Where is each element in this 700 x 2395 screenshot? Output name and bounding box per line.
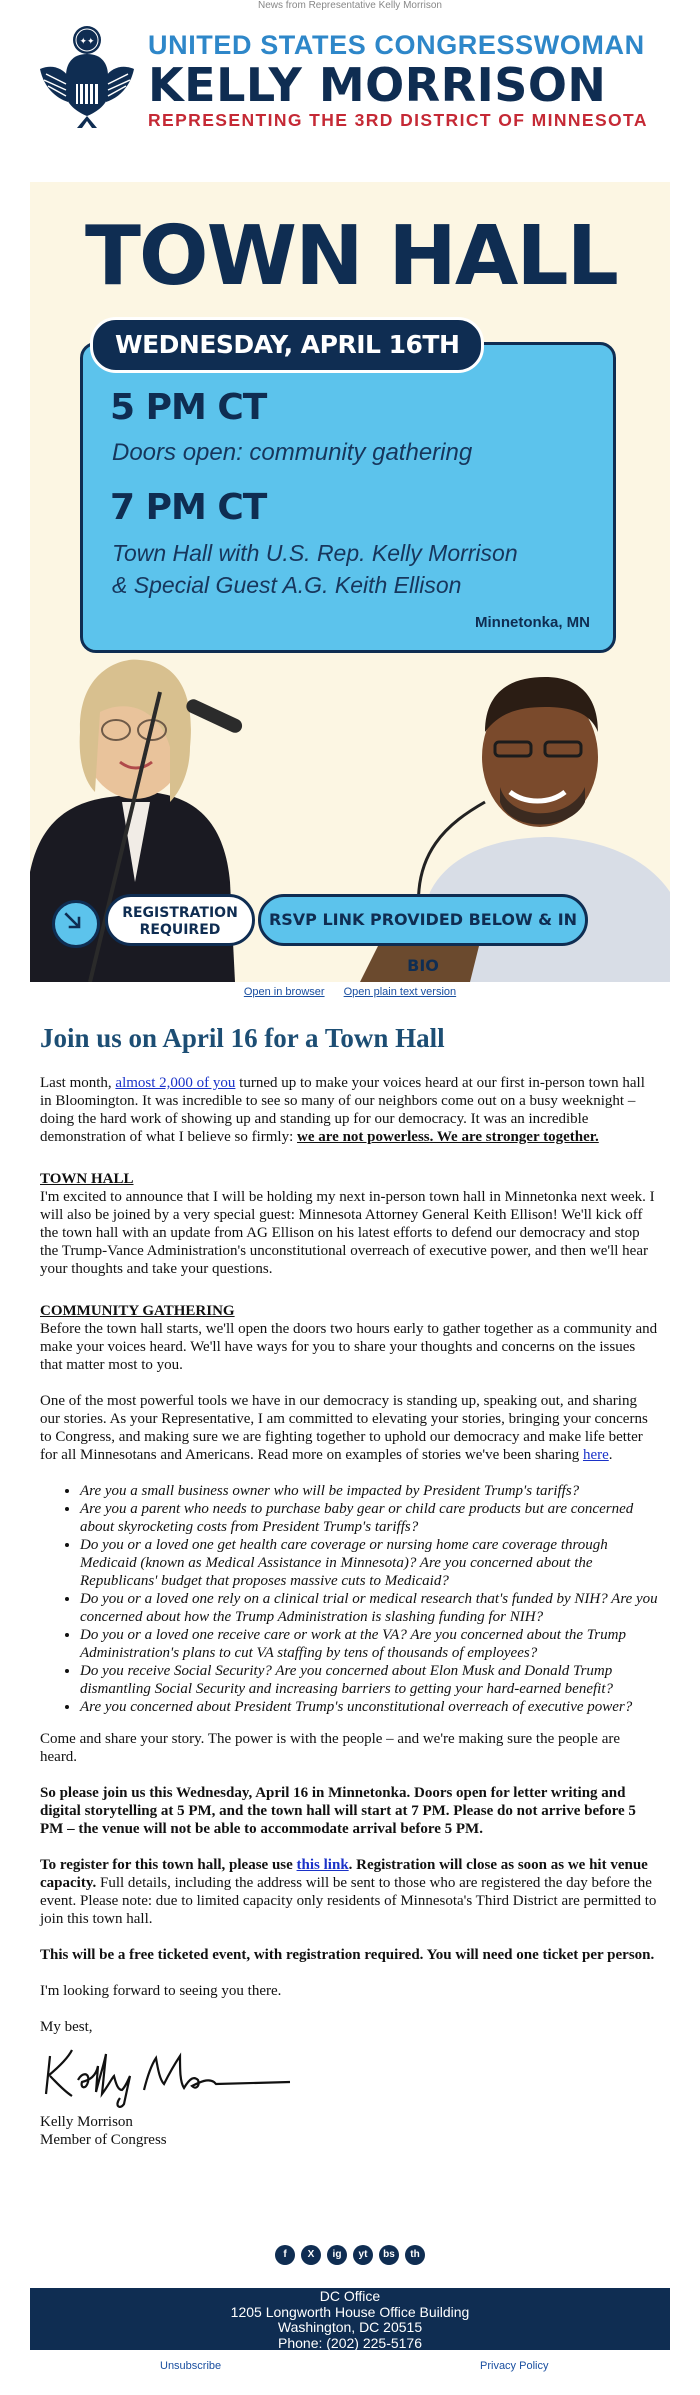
date-pill: WEDNESDAY, APRIL 16TH — [90, 317, 484, 373]
threads-icon[interactable]: th — [405, 2245, 425, 2265]
page-title: Join us on April 16 for a Town Hall — [40, 1023, 445, 1053]
community-gathering-heading: COMMUNITY GATHERING — [40, 1303, 235, 1319]
registration-line1: REGISTRATION — [122, 905, 238, 921]
location: Minnetonka, MN — [475, 614, 590, 631]
register-paragraph — [40, 1856, 660, 1928]
desc-townhall-line2: & Special Guest A.G. Keith Ellison — [112, 572, 462, 598]
stories-period: . — [608, 1447, 613, 1463]
arrow-down-right-icon — [52, 900, 100, 948]
join-us-paragraph: So please join us this Wednesday, April 16 in Minnetonka. Doors open for letter writing and digital storytelling at 5 PM, and the town hall will start at 7 PM. Please do not arrive before 5 PM – the venue will not be able to accommodate arrival before 5 PM. — [40, 1785, 636, 1837]
time-townhall: 7 PM CT — [110, 487, 267, 528]
open-in-browser-link[interactable]: Open in browser — [243, 986, 325, 998]
footer-office: DC Office — [319, 2288, 381, 2304]
footer — [30, 2288, 670, 2350]
intro-text-cont: turned up to make your voices heard at our first in-person town hall in Bloomington. It was incredible to see so many of our neighbors come out on a busy weeknight – doing the hard work of showing up and standing up for our democracy. It was an incredible demonstration of what I believe so firmly: — [40, 1075, 645, 1145]
desc-doors: Doors open: community gathering — [112, 439, 473, 466]
closing: My best, — [40, 2019, 93, 2035]
masthead-district: REPRESENTING THE 3RD DISTRICT OF MINNESOTA — [148, 110, 648, 130]
list-item: • Do you receive Social Security? Are you concerned about Elon Musk and Donald Trump dismantling Social Security and increasing barriers to getting your hard-earned benefit? — [80, 1662, 660, 1698]
privacy-policy-link[interactable]: Privacy Policy — [480, 2360, 549, 2372]
registration-required-pill — [105, 894, 255, 946]
register-text-cont: . Registration will close as soon as we hit venue capacity. — [40, 1857, 648, 1891]
view-links — [0, 986, 700, 998]
almost-2000-link[interactable]: almost 2,000 of you — [115, 1075, 236, 1091]
time-doors: 5 PM CT — [110, 387, 267, 428]
intro-text: Last month, — [40, 1075, 116, 1091]
register-link[interactable]: this link — [296, 1857, 349, 1873]
stories-here-link[interactable]: here — [582, 1447, 609, 1463]
footer-address2: Washington, DC 20515 — [277, 2319, 423, 2335]
desc-townhall-line1: Town Hall with U.S. Rep. Kelly Morrison — [112, 540, 518, 566]
ticket-paragraph: This will be a free ticketed event, with registration required. You will need one ticket per person. — [40, 1947, 655, 1963]
town-hall-heading: TOWN HALL — [40, 1171, 134, 1187]
share-story-paragraph: Come and share your story. The power is with the people – and we're making sure the people are heard. — [40, 1731, 621, 1765]
masthead-title-line: UNITED STATES CONGRESSWOMAN — [148, 30, 645, 60]
facebook-icon[interactable]: f — [275, 2245, 295, 2265]
stories-paragraph — [40, 1392, 660, 1464]
register-text: To register for this town hall, please use — [40, 1857, 297, 1873]
bluesky-icon[interactable]: bs — [379, 2245, 399, 2265]
town-hall-paragraph: I'm excited to announce that I will be holding my next in-person town hall in Minnetonka next week. I will also be joined by a very special guest: Minnesota Attorney General Keith Ellison! We'll kick off the town hall with an update from AG Ellison on his latest efforts to defend our democracy and stop the Trump-Vance Administration's unconstitutional overreach of executive power, and then we'll hear your thoughts and take your questions. — [40, 1189, 655, 1277]
x-icon[interactable]: X — [301, 2245, 321, 2265]
list-item: • Do you or a loved one rely on a clinical trial or medical research that's funded by NIH? Are you concerned about how the Trump Administration is slashing funding for NIH? — [80, 1590, 660, 1626]
community-paragraph: Before the town hall starts, we'll open the doors two hours early to gather together as a community and make your voices heard. We'll have ways for you to share your thoughts and concerns on the issues that matter most to you. — [40, 1321, 658, 1373]
list-item: • Are you concerned about President Trump's unconstitutional overreach of executive power? — [80, 1698, 660, 1716]
registration-line2: REQUIRED — [139, 922, 221, 938]
preheader: News from Representative Kelly Morrison — [258, 0, 442, 11]
footer-phone: Phone: (202) 225-5176 — [278, 2334, 422, 2351]
unsubscribe-link[interactable]: Unsubscribe — [160, 2360, 222, 2372]
congress-seal-icon — [32, 24, 142, 134]
desc-townhall — [112, 537, 518, 601]
stories-text: One of the most powerful tools we have in our democracy is standing up, speaking out, and sharing our stories. As your Representative, I am committed to elevating your stories, bringing your concerns to Congress, and making sure we are fighting together to uphold our democracy and make life better for all Minnesotans and Americans. Read more on examples of stories we've been sharing — [40, 1393, 648, 1463]
social-icons — [0, 2244, 700, 2265]
intro-bold: we are not powerless. We are stronger together. — [297, 1129, 599, 1145]
footer-address1: 1205 Longworth House Office Building — [230, 2303, 470, 2320]
instagram-icon[interactable]: ig — [327, 2245, 347, 2265]
looking-forward: I'm looking forward to seeing you there. — [40, 1983, 282, 1999]
signature-image — [40, 2036, 300, 2108]
intro-paragraph — [40, 1074, 660, 1146]
list-item: • Do you or a loved one receive care or work at the VA? Are you concerned about the Trump Administration's plans to cut VA staffing by tens of thousands of employees? — [80, 1626, 660, 1662]
signature-title: Member of Congress — [40, 2132, 167, 2148]
list-item: • Are you a small business owner who will be impacted by President Trump's tariffs? — [80, 1482, 660, 1500]
list-item: • Do you or a loved one get health care coverage or nursing home care coverage through Medicaid (known as Medical Assistance in Minnesota)? Are you concerned about the Republicans' budget that proposes massive cuts to Medicaid? — [80, 1536, 660, 1590]
poster-title: TOWN HALL — [85, 209, 617, 304]
register-details: Full details, including the address will be sent to those who are registered the day before the event. Please note: due to limited capacity only residents of Minnesota's Third District are permitted to join this town hall. — [40, 1875, 657, 1927]
email-body — [40, 1022, 660, 2149]
masthead — [30, 18, 670, 138]
open-plain-text-link[interactable]: Open plain text version — [343, 986, 457, 998]
svg-text:✦✦: ✦✦ — [79, 36, 95, 46]
rsvp-pill: RSVP LINK PROVIDED BELOW & IN BIO — [258, 894, 588, 946]
questions-list — [40, 1482, 660, 1716]
masthead-name: KELLY MORRISON — [148, 58, 607, 112]
youtube-icon[interactable]: yt — [353, 2245, 373, 2265]
signature-name: Kelly Morrison — [40, 2114, 133, 2130]
list-item: • Are you a parent who needs to purchase baby gear or child care products but are concerned about skyrocketing costs from President Trump's tariffs? — [80, 1500, 660, 1536]
town-hall-poster[interactable] — [30, 182, 670, 982]
